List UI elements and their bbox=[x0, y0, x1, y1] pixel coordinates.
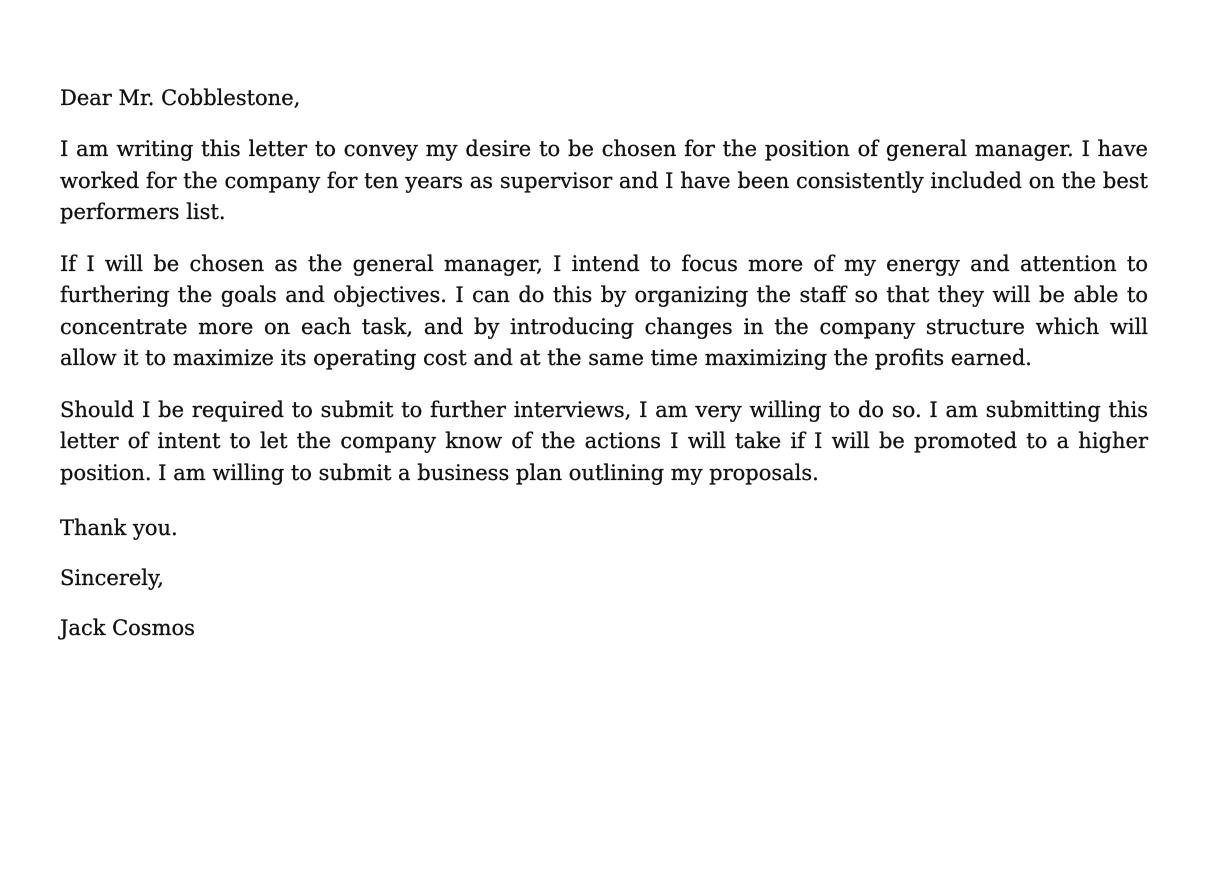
letter-greeting: Dear Mr. Cobblestone, bbox=[60, 86, 301, 110]
letter-signature: Jack Cosmos bbox=[60, 616, 195, 640]
letter-thanks: Thank you. bbox=[60, 516, 178, 540]
letter-paragraph-3: Should I be required to submit to further interviews, I am very willing to do so. I am submitting this letter of intent to let the company know of the actions I will take if I will be promoted to a higher position. I am willing to submit a business plan outlining my proposals. bbox=[60, 397, 1148, 485]
letter-paragraph-1: I am writing this letter to convey my desire to be chosen for the position of general manager. I have worked for the company for ten years as supervisor and I have been consistently included on the best performers list. bbox=[60, 137, 1148, 224]
letter-paragraph-2: If I will be chosen as the general manager, I intend to focus more of my energy and attention to furthering the goals and objectives. I can do this by organizing the staff so that they will be able to concentrate more on each task, and by introducing changes in the company structure which will allow it to maximize its operating cost and at the same time maximizing the profits earned. bbox=[60, 251, 1148, 370]
letter-closing: Sincerely, bbox=[60, 566, 164, 590]
letter bbox=[60, 82, 1148, 645]
